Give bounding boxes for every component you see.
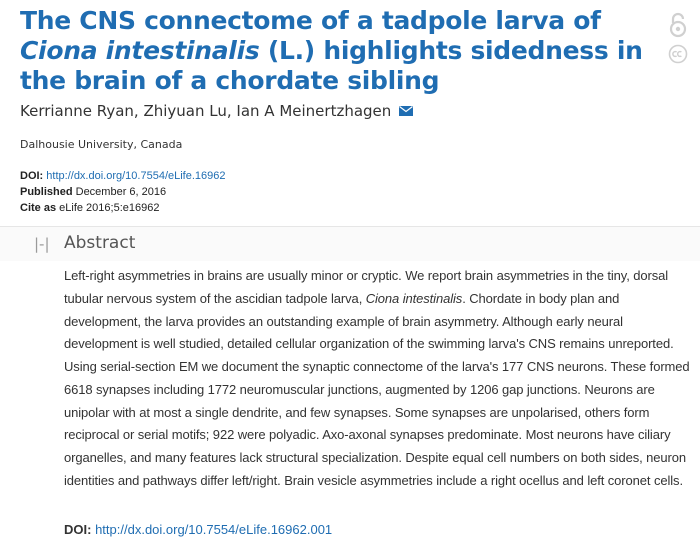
abstract-species-italic: Ciona intestinalis: [365, 290, 463, 306]
abstract-doi-row: [64, 522, 332, 537]
collapse-toggle-icon[interactable]: |-|: [34, 235, 50, 253]
abstract-heading: Abstract: [64, 233, 136, 253]
published-label: Published: [20, 186, 73, 198]
abstract-section-header[interactable]: [0, 226, 700, 261]
affiliation: Dalhousie University, Canada: [20, 138, 183, 151]
abstract-text-part1: Left-right asymmetries in brains are usually minor or cryptic. We report brain asymmetries in the tiny, dorsal tubular nervous system of the ascidian tadpole larva,: [64, 268, 669, 306]
published-date: December 6, 2016: [75, 186, 167, 198]
doi-link[interactable]: http://dx.doi.org/10.7554/eLife.16962: [46, 170, 226, 182]
author-list: [20, 102, 413, 120]
abstract-text-part2: . Chordate in body plan and development, the larva provides an outstanding example of brain asymmetry. Although early neural development is well studied, detailed cellular organization of the swimming larva's CNS remains unreported. Using serial-section EM we document the synaptic connectome of the larva's 177 CNS neurons. These formed 6618 synapses including 1772 neuromuscular junctions, augmented by 1206 gap junctions. Neurons are unipolar with at most a single dendrite, and few synapses. Some synapses are unpolarised, others form reciprocal or serial motifs; 922 were polyadic. Axo-axonal synapses predominate. Most neurons have ciliary organelles, and many features lack structural specialization. Despite equal cell numbers on both sides, neuron identities and pathways differ left/right. Brain vesicle asymmetries include a right ocellus and left coronet cells.: [64, 290, 690, 488]
doi-label: DOI:: [20, 170, 44, 182]
doi-row: [20, 168, 226, 184]
abstract-body: [64, 265, 696, 493]
abstract-doi-label: DOI:: [64, 522, 92, 537]
mail-icon[interactable]: [399, 102, 413, 120]
title-text-part1: The CNS connectome of a tadpole larva of: [20, 6, 601, 35]
authors-text[interactable]: Kerrianne Ryan, Zhiyuan Lu, Ian A Meinertzhagen: [20, 102, 392, 120]
cite-row: [20, 200, 226, 216]
cite-value: eLife 2016;5:e16962: [59, 202, 160, 214]
open-access-icon[interactable]: [668, 12, 688, 38]
title-text-part2: (L.) highlights sidedness in the brain of a chordate sibling: [20, 36, 643, 95]
cite-label: Cite as: [20, 202, 57, 214]
title-species-italic: Ciona intestinalis: [20, 36, 260, 65]
article-meta: [20, 168, 226, 216]
creative-commons-icon[interactable]: [668, 44, 688, 64]
abstract-doi-link[interactable]: http://dx.doi.org/10.7554/eLife.16962.001: [95, 522, 333, 537]
abstract-paragraph: [64, 265, 696, 493]
published-row: [20, 184, 226, 200]
side-icons: [668, 12, 690, 70]
article-title: [20, 6, 660, 96]
